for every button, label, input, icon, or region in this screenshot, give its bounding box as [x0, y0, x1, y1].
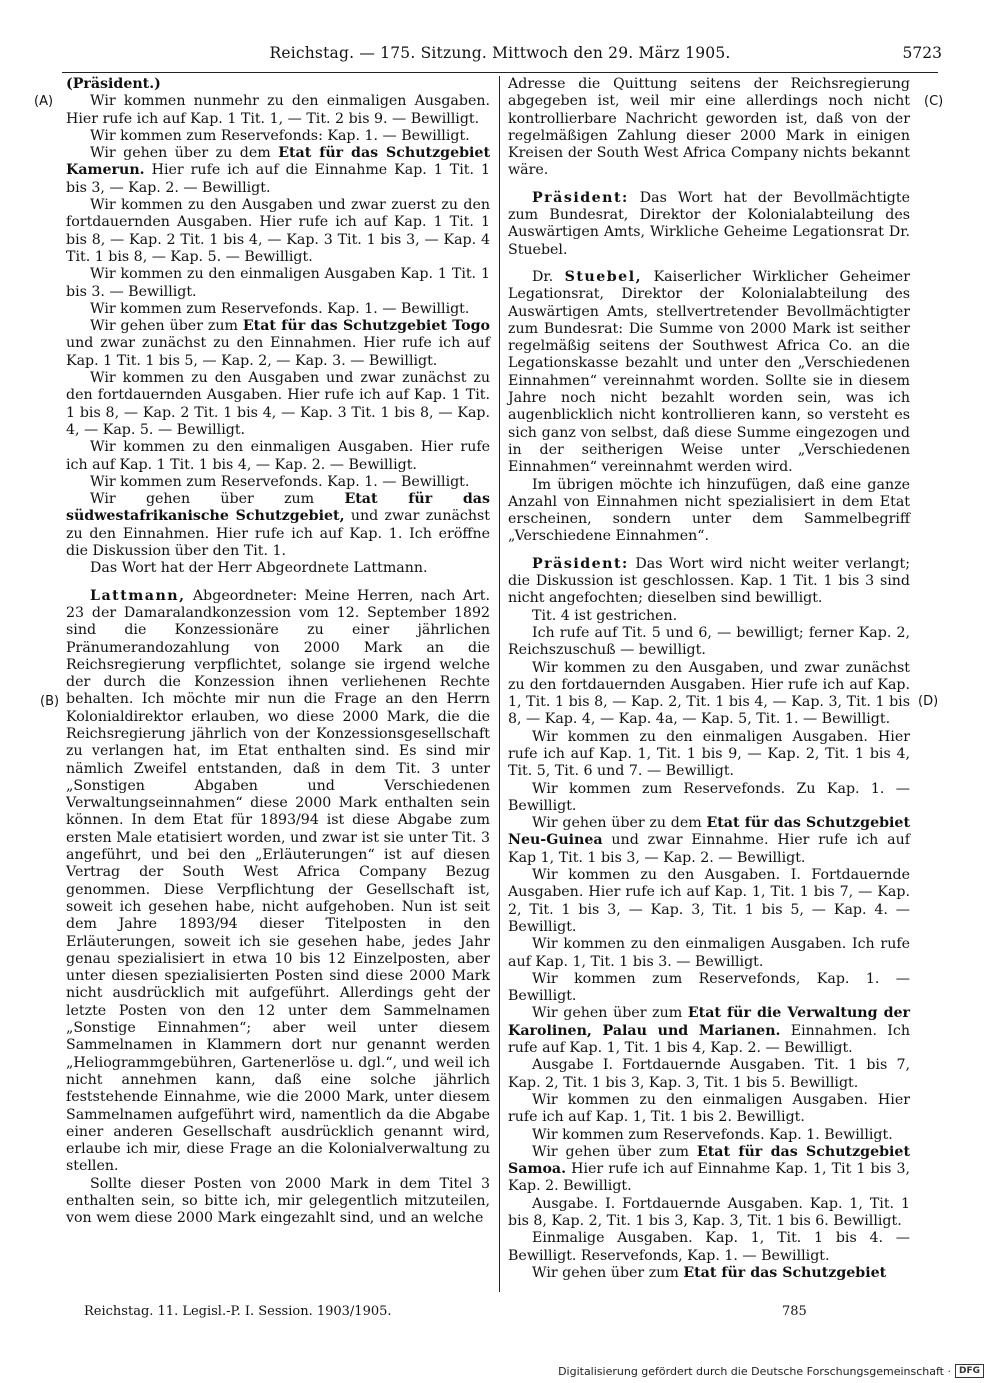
paragraph: Wir kommen zu den Ausgaben. I. Fortdauernde Ausgaben. Hier rufe ich auf Kap. 1, Tit. 1 bis 7, — Kap. 2, Tit. 1 bis 3, — Kap. 3, Tit. 1 bis 5, — Kap. 4. — Bewilligt. — [508, 867, 910, 935]
paragraph: Ich rufe auf Tit. 5 und 6, — bewilligt; ferner Kap. 2, Reichszuschuß — bewilligt. — [508, 624, 910, 659]
running-title: Reichstag. — 175. Sitzung. Mittwoch den 29. März 1905. — [269, 44, 731, 62]
text: Wir gehen über zum — [90, 491, 315, 508]
text: Wir gehen über zum — [532, 1264, 679, 1281]
budget-title: Etat für das südwestafrikanische Schutzgebiet, — [66, 491, 490, 525]
text: Wir gehen über zum — [532, 1005, 683, 1022]
paragraph: Im übrigen möchte ich hinzufügen, daß eine ganze Anzahl von Einnahmen nicht spezialisiert in dem Etat erscheinen, sondern unter dem Sammelbegriff „Verschiedene Einnahmen“. — [508, 476, 910, 545]
text: Einnahmen. Ich rufe auf Kap. 1, Tit. 1 bis 4, Kap. 2. — Bewilligt. — [508, 1022, 910, 1057]
paragraph: Wir kommen zu den einmaligen Ausgaben Kap. 1 Tit. 1 bis 3. — Bewilligt. — [66, 266, 490, 300]
paragraph — [508, 1005, 910, 1057]
paragraph: Wir kommen zu den einmaligen Ausgaben. Ich rufe auf Kap. 1, Tit. 1 bis 3. — Bewilligt. — [508, 936, 910, 970]
paragraph: Das Wort hat der Herr Abgeordnete Lattmann. — [90, 560, 428, 577]
text: Wir gehen über zu dem — [90, 145, 271, 162]
budget-title: Etat für das Schutzgebiet Kamerun. — [66, 145, 491, 179]
speaker-name: Stuebel, — [564, 268, 643, 285]
speaker-name: Lattmann, — [90, 587, 186, 604]
credit-text: Digitalisierung gefördert durch die Deutsche Forschungsgemeinschaft · — [558, 1364, 951, 1378]
signature-number: 785 — [782, 1304, 807, 1319]
paragraph: Wir kommen zum Reservefonds, Kap. 1. — Bewilligt. — [508, 970, 910, 1005]
speech-paragraph — [508, 556, 910, 608]
paragraph — [508, 1265, 910, 1282]
budget-title: Etat für das Schutzgebiet Neu-Guinea — [508, 815, 911, 849]
page-number: 5723 — [902, 44, 942, 62]
text: Wir gehen über zu dem — [532, 815, 702, 832]
budget-title: Etat für die Verwaltung der Karolinen, Palau und Marianen. — [508, 1005, 910, 1039]
paragraph — [66, 145, 490, 197]
text: Hier rufe ich auf Einnahme Kap. 1, Tit 1 bis 3, Kap. 2. Bewilligt. — [508, 1161, 910, 1195]
paragraph: Ausgabe. I. Fortdauernde Ausgaben. Kap. 1, Tit. 1 bis 8, Kap. 2, Tit. 1 bis 3, Kap. 3, Tit. 1 bis 6. Bewilligt. — [508, 1195, 910, 1229]
paragraph: Wir kommen zu den einmaligen Ausgaben. Hier rufe ich auf Kap. 1, Tit. 1 bis 2. Bewilligt. — [508, 1091, 910, 1126]
paragraph: Wir kommen zu den Ausgaben, und zwar zunächst zu den fortdauernden Ausgaben. Hier rufe ich auf Kap. 1, Tit. 1 bis 8, — Kap. 2, Tit. 1 bis 4, — Kap. 3, Tit. 1 bis 8, — Kap. 4, — Kap. 4a, — Kap. 5, Tit. 1. — Bewilligt. — [508, 659, 910, 728]
text: Dr. — [532, 268, 554, 285]
paragraph: Wir kommen zum Reservefonds. Kap. 1. Bewilligt. — [532, 1126, 893, 1143]
text: Abgeordneter: Meine Herren, nach Art. 23 der Damaralandkonzession vom 12. September 1892 sind die Konzessionäre zu einer jährlichen Pränumerandozahlung von 2000 Mark an die Reichsregierung verpflichtet, solange sie irgend welche der durch die Konzession ihnen verliehenen Rechte behalten. Ich möchte mir nun die Frage an den Herrn Kolonialdirektor erlauben, wo diese 2000 Mark, die die Reichsregierung jährlich von der Konzessionsgesellschaft zu verlangen hat, im Etat enthalten sind. Es sind mir nämlich Zweifel entstanden, daß in dem Tit. 3 unter „Sonstigen Abgaben und Verschiedenen Verwaltungseinnahmen“ diese 2000 Mark enthalten sein können. In dem Etat für 1893/94 ist diese Abgabe zum ersten Male etatisiert worden, und zwar ist sie unter Tit. 3 angeführt, und bei den „Erläuterungen“ ist auf diesen Vertrag der South West Africa Company Bezug genommen. Diese Verpflichtung der Gesellschaft ist, soweit ich gesehen habe, nicht aufgehoben. Nun ist seit dem Jahre 1893/94 dieser Titelposten in den Erläuterungen, soweit ich sie gesehen habe, jedes Jahr genau spezialisiert in etwa 10 bis 12 Einzelposten, aber unter diesen spezialisierten Posten sind diese 2000 Mark nicht ausdrücklich mit aufgeführt. Allerdings geht der letzte Posten von den 12 unter dem Sammelnamen „Sonstige Einnahmen“; aber weil unter diesem Sammelnamen in Klammern dort nur genannt werden „Heliogrammgebühren, Gartenerlöse u. dgl.“, und weil ich nicht annehmen kann, daß eine solche jährlich feststehende Einnahme, wie die 2000 Mark, unter diesem Sammelnamen aufgeführt wird, namentlich da die Abgabe einer anderen Gesellschaft ausdrücklich genannt wird, erlaube ich mir, diese Frage an die Kolonialverwaltung zu stellen. — [66, 587, 491, 1175]
digitization-credit — [558, 1364, 984, 1378]
text: Wir gehen über zum — [90, 318, 238, 335]
right-column — [508, 76, 910, 1282]
paragraph: Tit. 4 ist gestrichen. — [532, 607, 678, 624]
speech-paragraph — [508, 190, 910, 259]
footer-imprint: Reichstag. 11. Legisl.-P. I. Session. 1903/1905. — [84, 1304, 392, 1319]
paragraph: Wir kommen nunmehr zu den einmaligen Ausgaben. Hier rufe ich auf Kap. 1 Tit. 1, — Tit. 2 bis 9. — Bewilligt. — [66, 93, 490, 127]
margin-marker-a: (A) — [34, 94, 54, 109]
text: Das Wort wird nicht weiter verlangt; die Diskussion ist geschlossen. Kap. 1 Tit. 1 bis 3 sind nicht angefochten; dieselben sind bewilligt. — [508, 555, 910, 607]
paragraph: Wir kommen zum Reservefonds. Kap. 1. — Bewilligt. — [90, 473, 470, 490]
paragraph: Wir kommen zu den einmaligen Ausgaben. Hier rufe ich auf Kap. 1, Tit. 1 bis 9, — Kap. 2, Tit. 1 bis 4, Tit. 5, Tit. 6 und 7. — Bewilligt. — [508, 728, 910, 780]
paragraph: Adresse die Quittung seitens der Reichsregierung abgegeben ist, weil mir eine allerdings noch nicht kontrollierbare Nachricht geworden ist, daß von der regelmäßigen Zahlung dieser 2000 Mark in einigen Kreisen der South West Africa Company nichts bekannt wäre. — [508, 76, 910, 179]
left-column — [66, 76, 490, 1228]
text: Das Wort hat der Bevollmächtigte zum Bundesrat, Direktor der Kolonialabteilung des Auswärtigen Amts, Wirkliche Geheime Legationsrat Dr. Stuebel. — [508, 189, 910, 258]
paragraph: Wir kommen zu den Ausgaben und zwar zunächst zu den fortdauernden Ausgaben. Hier rufe ich auf Kap. 1 Tit. 1 bis 8, — Kap. 2 Tit. 1 bis 4, — Kap. 3 Tit. 1 bis 8, — Kap. 4, — Kap. 5. — Bewilligt. — [66, 370, 490, 438]
text: Hier rufe ich auf die Einnahme Kap. 1 Tit. 1 bis 3, — Kap. 2. — Bewilligt. — [66, 162, 490, 196]
margin-marker-b: (B) — [40, 694, 60, 709]
budget-title: Etat für das Schutzgebiet Samoa. — [508, 1143, 911, 1178]
margin-marker-c: (C) — [924, 94, 944, 109]
speech-paragraph — [508, 269, 910, 477]
text: und zwar zunächst zu den Einnahmen. Hier rufe ich auf Kap. 1 Tit. 1 bis 5, — Kap. 2, — Kap. 3. — Bewilligt. — [66, 335, 490, 369]
text: und zwar zunächst zu den Einnahmen. Hier rufe ich auf Kap. 1. Ich eröffne die Diskussion über den Tit. 1. — [66, 508, 490, 560]
budget-title: Etat für das Schutzgebiet — [683, 1264, 887, 1281]
paragraph: Wir kommen zum Reservefonds. Kap. 1. — Bewilligt. — [90, 300, 470, 317]
paragraph: Einmalige Ausgaben. Kap. 1, Tit. 1 bis 4. — Bewilligt. Reservefonds, Kap. 1. — Bewilligt. — [508, 1230, 910, 1264]
paragraph — [66, 491, 490, 560]
margin-marker-d: (D) — [918, 694, 939, 709]
speaker-note: (Präsident.) — [66, 76, 161, 92]
text: Wir gehen über zum — [532, 1143, 689, 1160]
column-divider — [499, 76, 500, 1292]
paragraph: Wir kommen zu den einmaligen Ausgaben. Hier rufe ich auf Kap. 1 Tit. 1 bis 4, — Kap. 2. — Bewilligt. — [66, 439, 490, 473]
paragraph: Wir kommen zum Reservefonds: Kap. 1. — Bewilligt. — [90, 127, 470, 144]
paragraph: Wir kommen zum Reservefonds. Zu Kap. 1. — Bewilligt. — [508, 780, 910, 814]
budget-title: Etat für das Schutzgebiet Togo — [242, 318, 490, 335]
paragraph — [508, 815, 910, 867]
speaker-name: Präsident: — [532, 555, 629, 572]
text: Kaiserlicher Wirklicher Geheimer Legationsrat, Direktor der Kolonialabteilung des Auswärtigen Amts, stellvertretender Bevollmächtigter zum Bundesrat: Die Summe von 2000 Mark ist seither regelmäßig seitens der Southwest Africa Co. an die Legationskasse bezahlt und unter den „Verschiedenen Einnahmen“ vereinnahmt worden. Sollte sie in diesem Jahre noch nicht bezahlt worden sein, was ich augenblicklich nicht kontrollieren kann, so versteht es sich ganz von selbst, daß diese Summe eingezogen und in der seitherigen Weise unter „Verschiedenen Einnahmen“ vereinnahmt werden wird. — [508, 268, 910, 476]
speech-paragraph — [66, 588, 490, 1176]
paragraph: Sollte dieser Posten von 2000 Mark in dem Titel 3 enthalten sein, so bitte ich, mir gelegentlich mitzuteilen, von wem diese 2000 Mark eingezahlt sind, und an welche — [66, 1175, 490, 1227]
page-header — [0, 38, 1000, 72]
header-rule — [62, 72, 938, 73]
text: und zwar Einnahme. Hier rufe ich auf Kap 1, Tit. 1 bis 3, — Kap. 2. — Bewilligt. — [508, 832, 910, 866]
paragraph: Wir kommen zu den Ausgaben und zwar zuerst zu den fortdauernden Ausgaben. Hier rufe ich auf Kap. 1 Tit. 1 bis 8, — Kap. 2 Tit. 1 bis 4, — Kap. 3 Tit. 1 bis 3, — Kap. 4 Tit. 1 bis 8, — Kap. 5. — Bewilligt. — [66, 197, 490, 265]
dfg-logo: DFG — [955, 1364, 984, 1378]
paragraph — [508, 1144, 910, 1196]
speaker-name: Präsident: — [532, 189, 629, 206]
paragraph — [66, 318, 490, 370]
paragraph: Ausgabe I. Fortdauernde Ausgaben. Tit. 1 bis 7, Kap. 2, Tit. 1 bis 3, Kap. 3, Tit. 1 bis 5. Bewilligt. — [508, 1057, 910, 1091]
